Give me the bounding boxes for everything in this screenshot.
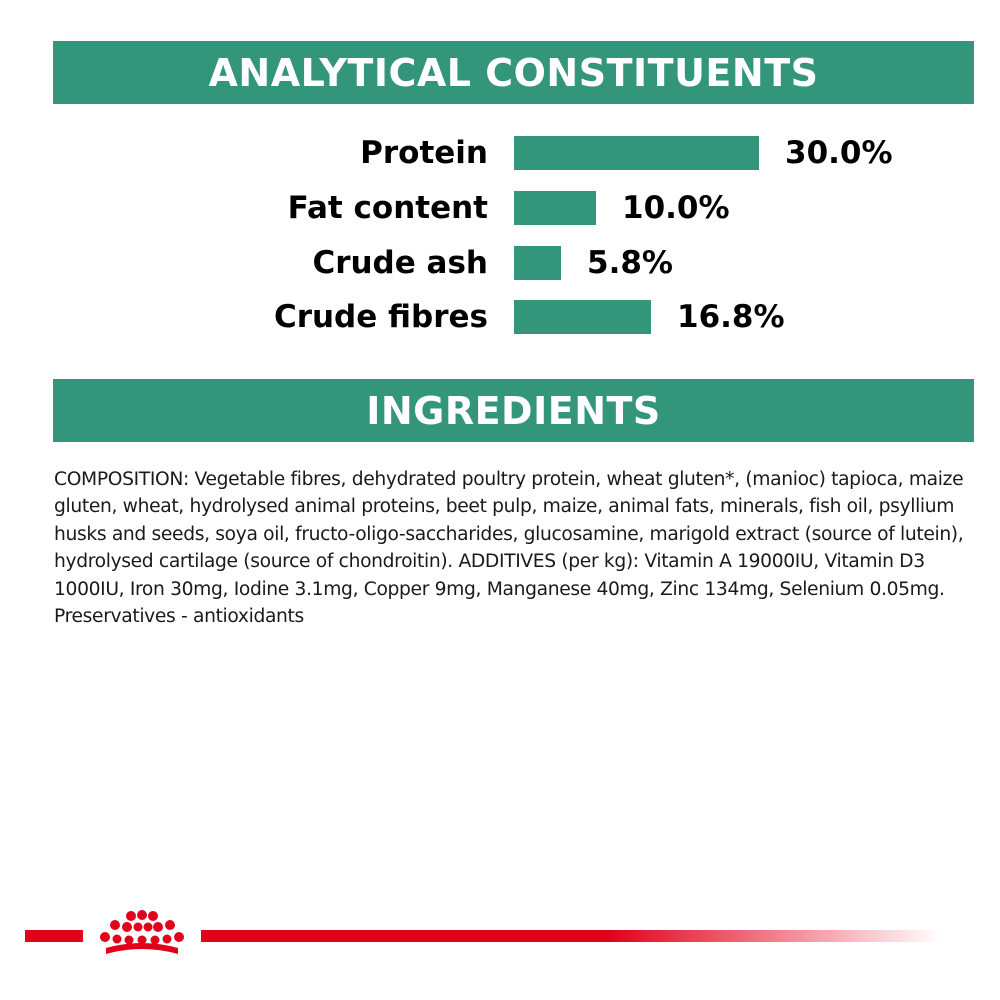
constituent-value: 10.0%	[622, 190, 730, 226]
constituent-value: 16.8%	[677, 299, 785, 335]
ingredients-banner	[53, 379, 974, 442]
analytical-constituents-banner	[53, 41, 974, 104]
constituent-bar	[514, 136, 759, 170]
constituent-label: Crude ash	[312, 245, 488, 281]
constituent-bar	[514, 300, 651, 334]
constituent-row-fibres	[0, 300, 1000, 334]
constituent-row-protein	[0, 136, 1000, 170]
analytical-constituents-title: ANALYTICAL CONSTITUENTS	[208, 50, 819, 95]
constituent-row-ash	[0, 246, 1000, 280]
footer-red-line-right	[201, 930, 941, 942]
constituent-label: Crude fibres	[273, 299, 488, 335]
ingredients-composition-text: COMPOSITION: Vegetable fibres, dehydrated poultry protein, wheat gluten*, (manioc) tapioca, maize gluten, wheat, hydrolysed animal proteins, beet pulp, maize, animal fats, minerals, fish oil, psyllium husks and seeds, soya oil, fructo-oligo-saccharides, glucosamine, marigold extract (source of lutein), hydrolysed cartilage (source of chondroitin). ADDITIVES (per kg): Vitamin A 19000IU, Vitamin D3 1000IU, Iron 30mg, Iodine 3.1mg, Copper 9mg, Manganese 40mg, Zinc 134mg, Selenium 0.05mg. Preservatives - antioxidants	[54, 469, 964, 628]
crown-logo-icon	[92, 906, 192, 966]
constituent-label: Protein	[360, 135, 488, 171]
constituent-value: 30.0%	[785, 135, 893, 171]
constituent-label: Fat content	[287, 190, 488, 226]
constituent-bar	[514, 191, 596, 225]
footer-red-line-left	[25, 930, 83, 942]
constituent-row-fat	[0, 191, 1000, 225]
constituent-value: 5.8%	[587, 245, 673, 281]
ingredients-title: INGREDIENTS	[366, 388, 661, 433]
constituent-bar	[514, 246, 561, 280]
